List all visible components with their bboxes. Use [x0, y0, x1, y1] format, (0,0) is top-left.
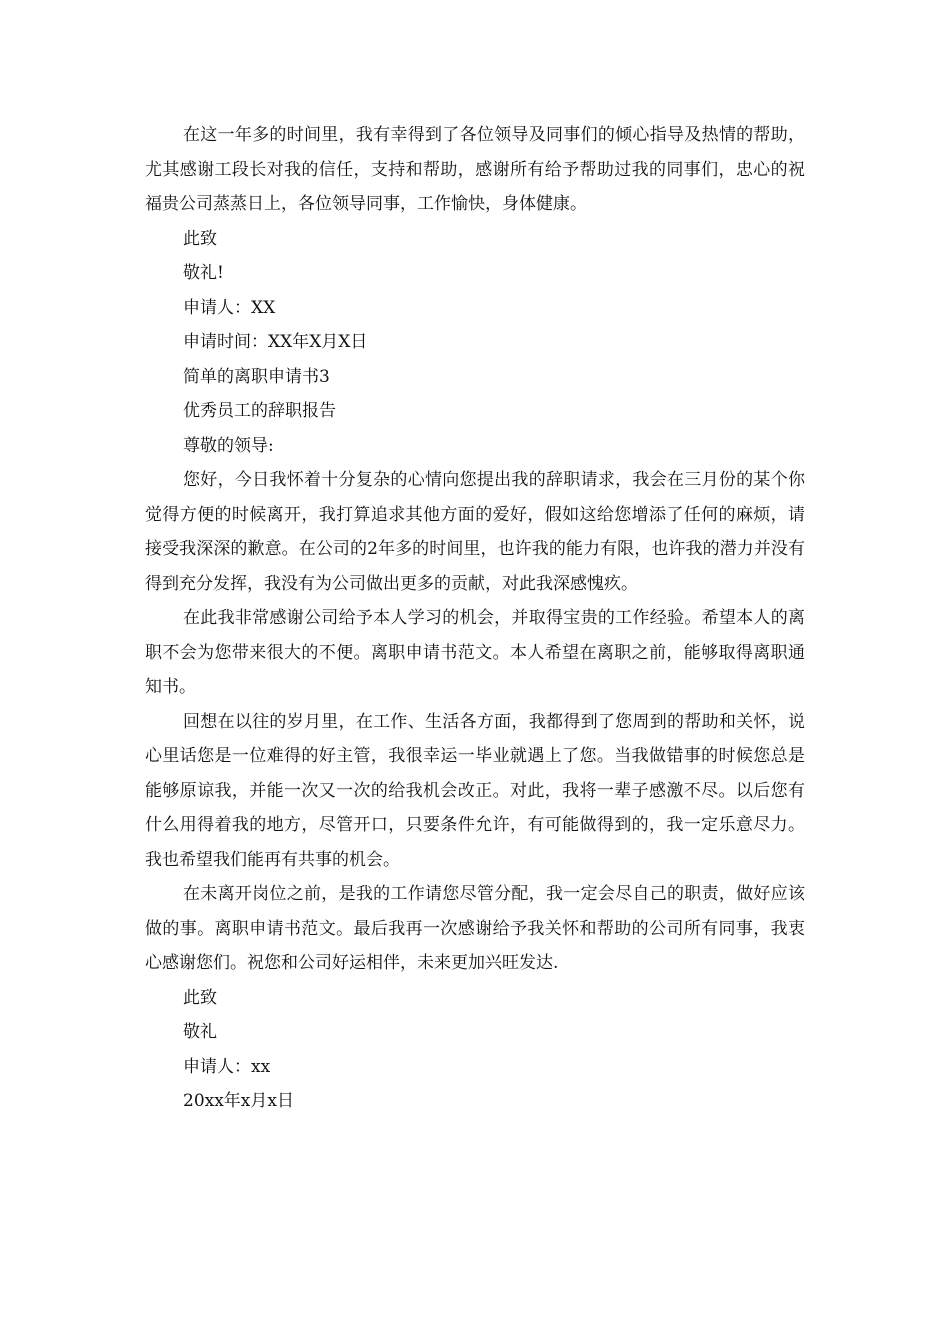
- closing-cizhi: 此致: [183, 228, 217, 249]
- body-paragraph-4: 在未离开岗位之前，是我的工作请您尽管分配，我一定会尽自己的职责，做好应该做的事。离职申请书范文。最后我再一次感谢给予我关怀和帮助的公司所有同事，我衷心感谢您们。祝您和公司好运相伴，未来更加兴旺发达.: [145, 884, 805, 973]
- date-line-2: 20xx年x月x日: [183, 1091, 294, 1111]
- closing-jingli: 敬礼!: [183, 263, 224, 283]
- closing-jingli-2: 敬礼: [183, 1022, 217, 1042]
- body-paragraph-2: 在此我非常感谢公司给予本人学习的机会，并取得宝贵的工作经验。希望本人的离职不会为您带来很大的不便。离职申请书范文。本人希望在离职之前，能够取得离职通知书。: [145, 608, 805, 697]
- closing-cizhi-2: 此致: [183, 987, 217, 1008]
- applicant-line: 申请人：XX: [183, 297, 276, 318]
- salutation: 尊敬的领导:: [183, 435, 274, 456]
- section-subheading: 优秀员工的辞职报告: [183, 401, 336, 421]
- document-page: [145, 118, 805, 1119]
- body-paragraph-3: 回想在以往的岁月里，在工作、生活各方面，我都得到了您周到的帮助和关怀，说心里话您是一位难得的好主管，我很幸运一毕业就遇上了您。当我做错事的时候您总是能够原谅我，并能一次又一次的给我机会改正。对此，我将一辈子感激不尽。以后您有什么用得着我的地方，尽管开口，只要条件允许，有可能做得到的，我一定乐意尽力。我也希望我们能再有共事的机会。: [145, 711, 805, 870]
- thanks-paragraph: 在这一年多的时间里，我有幸得到了各位领导及同事们的倾心指导及热情的帮助，尤其感谢工段长对我的信任，支持和帮助，感谢所有给予帮助过我的同事们，忠心的祝福贵公司蒸蒸日上，各位领导同事，工作愉快，身体健康。: [145, 125, 805, 214]
- body-paragraph-1: 您好，今日我怀着十分复杂的心情向您提出我的辞职请求，我会在三月份的某个你觉得方便的时候离开，我打算追求其他方面的爱好，假如这给您增添了任何的麻烦，请接受我深深的歉意。在公司的2年多的时间里，也许我的能力有限，也许我的潜力并没有得到充分发挥，我没有为公司做出更多的贡献，对此我深感愧疚。: [145, 470, 805, 594]
- applicant-line-2: 申请人：xx: [183, 1056, 271, 1077]
- section-heading: 简单的离职申请书3: [183, 366, 330, 387]
- application-date-line: 申请时间：XX年X月X日: [183, 332, 368, 352]
